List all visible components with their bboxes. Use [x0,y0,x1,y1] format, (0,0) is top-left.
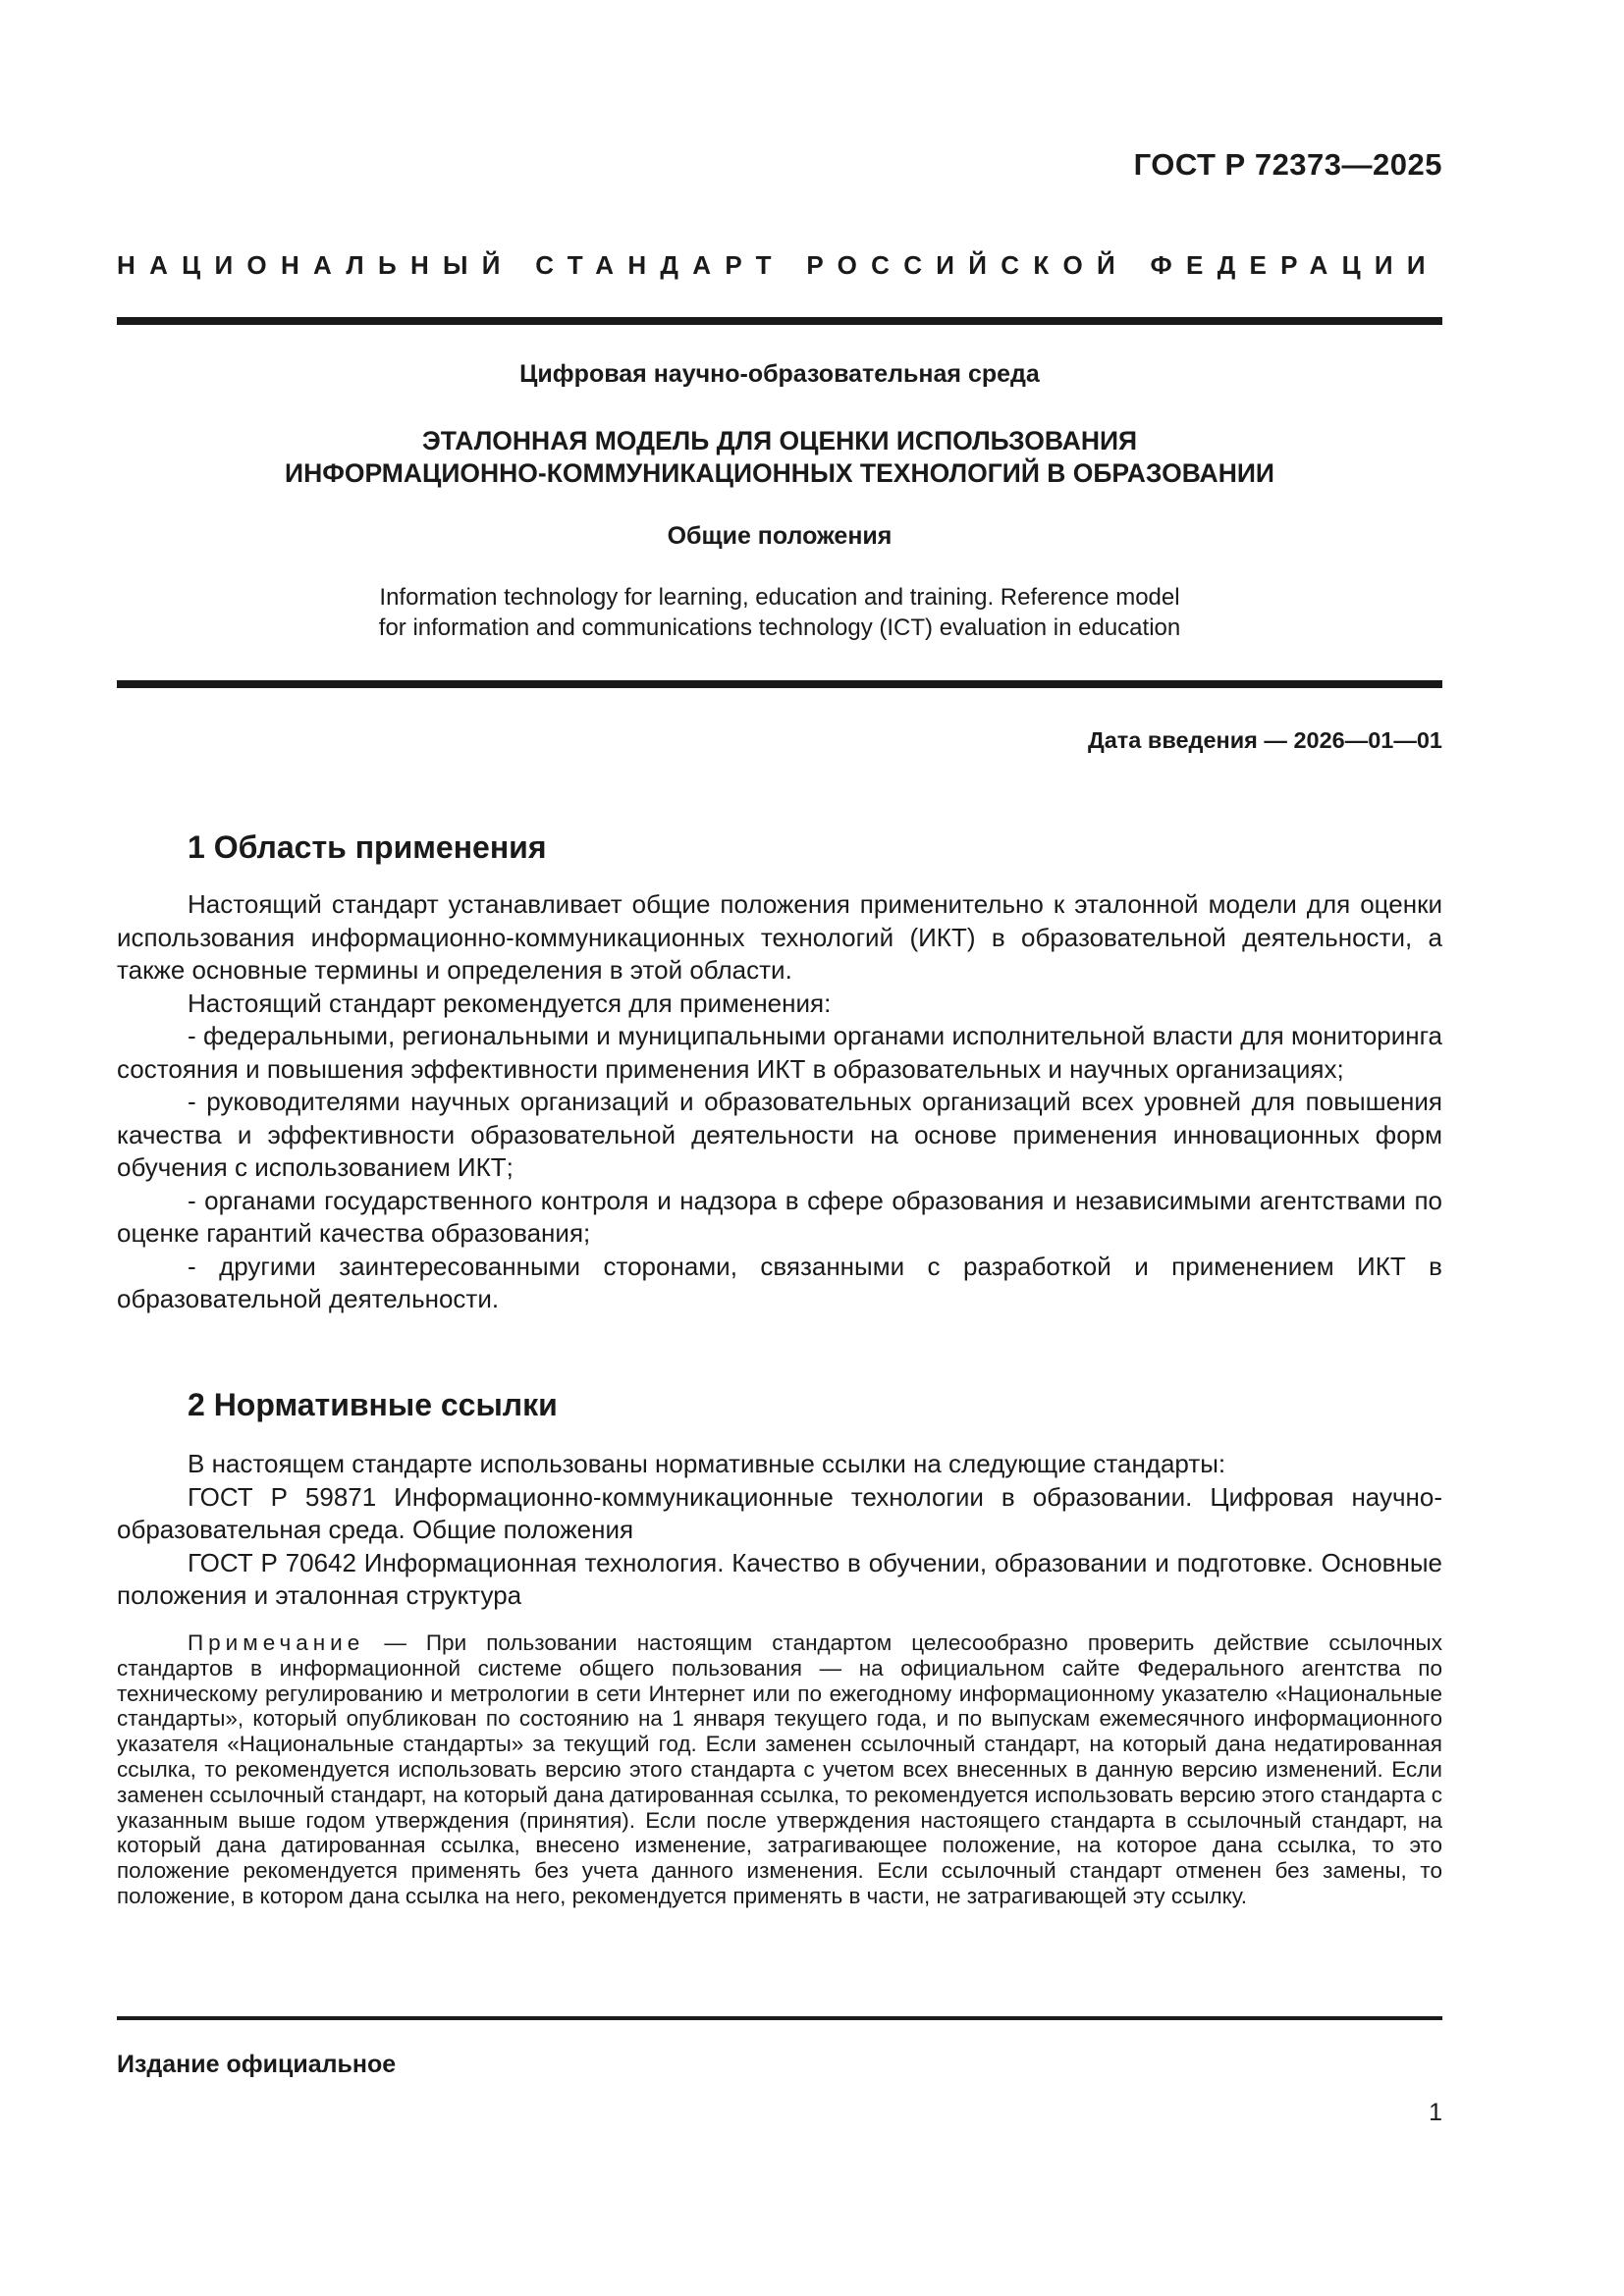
document-title-line-2: ИНФОРМАЦИОННО-КОММУНИКАЦИОННЫХ ТЕХНОЛОГИЙ В ОБРАЗОВАНИИ [285,458,1274,488]
note-label: Примечание [188,1630,365,1655]
document-page [117,0,1442,2296]
section-2-heading: 2 Нормативные ссылки [188,1387,558,1422]
section-2-body [117,1448,1442,1613]
section-1-body [117,888,1442,1316]
standard-number: ГОСТ Р 72373—2025 [1133,147,1442,182]
section-1-heading: 1 Область применения [188,829,547,865]
document-subtitle: Цифровая научно-образовательная среда [519,360,1040,388]
introduction-date: Дата введения — 2026—01—01 [1087,727,1442,753]
english-title-line-2: for information and communications technology (ICT) evaluation in education [378,614,1181,641]
document-title-line-1: ЭТАЛОННАЯ МОДЕЛЬ ДЛЯ ОЦЕНКИ ИСПОЛЬЗОВАНИЯ [421,426,1138,455]
note-paragraph [117,1630,1442,1909]
page-number: 1 [1429,2099,1442,2126]
title-divider [117,680,1442,688]
general-provisions-label: Общие положения [667,522,893,550]
official-edition-label: Издание официальное [117,2051,397,2078]
paragraph: Настоящий стандарт рекомендуется для применения: [188,988,832,1018]
note-text: — При пользовании настоящим стандартом целесообразно проверить действие ссылочных стандартов в информационной системе общего пользования — на официальном сайте Федерального агентства по техническому регулированию и метрологии в сети Интернет или по ежегодному информационному указателю «Национальные стандарты», который опубликован по состоянию на 1 января текущего года, и по выпускам ежемесячного информационного указателя «Национальные стандарты» за текущий год. Если заменен ссылочный стандарт, на который дана недатированная ссылка, то рекомендуется использовать версию этого стандарта с учетом всех внесенных в данную версию изменений. Если заменен ссылочный стандарт, на который дана датированная ссылка, то рекомендуется использовать версию этого стандарта с указанным выше годом утверждения (принятия). Если после утверждения настоящего стандарта в ссылочный стандарт, на который дана датированная ссылка, внесено изменение, затрагивающее положение, на которое дана ссылка, то это положение рекомендуется применять без учета данного изменения. Если ссылочный стандарт отменен без замены, то положение, в котором дана ссылка на него, рекомендуется применять в части, не затрагивающей эту ссылку. [117,1630,1442,1908]
note [117,1630,1442,1909]
reference-item: ГОСТ Р 59871 Информационно-коммуникационные технологии в образовании. Цифровая научно-образовательная среда. Общие положения [117,1481,1442,1544]
list-item: - руководителями научных организаций и образовательных организаций всех уровней для повышения качества и эффективности образовательной деятельности на основе применения инновационных форм обучения с использованием ИКТ; [117,1087,1442,1182]
reference-item: ГОСТ Р 70642 Информационная технология. Качество в обучении, образовании и подготовке. Основные положения и эталонная структура [117,1547,1442,1610]
english-title [117,582,1442,643]
list-item: - другими заинтересованными сторонами, связанными с разработкой и применением ИКТ в образовательной деятельности. [117,1251,1442,1313]
top-divider [117,317,1442,325]
document-title [117,425,1442,490]
footer-divider [117,2016,1442,2020]
english-title-line-1: Information technology for learning, education and training. Reference model [379,584,1180,611]
national-standard-heading: НАЦИОНАЛЬНЫЙ СТАНДАРТ РОССИЙСКОЙ ФЕДЕРАЦИИ [117,250,1439,280]
paragraph: В настоящем стандарте использованы нормативные ссылки на следующие стандарты: [188,1449,1226,1478]
list-item: - федеральными, региональными и муниципальными органами исполнительной власти для мониторинга состояния и повышения эффективности применения ИКТ в образовательных и научных организациях; [117,1021,1442,1084]
list-item: - органами государственного контроля и надзора в сфере образования и независимыми агентствами по оценке гарантий качества образования; [117,1185,1442,1248]
paragraph: Настоящий стандарт устанавливает общие положения применительно к эталонной модели для оценки использования информационно-коммуникационных технологий (ИКТ) в образовательной деятельности, а также основные термины и определения в этой области. [117,889,1442,985]
